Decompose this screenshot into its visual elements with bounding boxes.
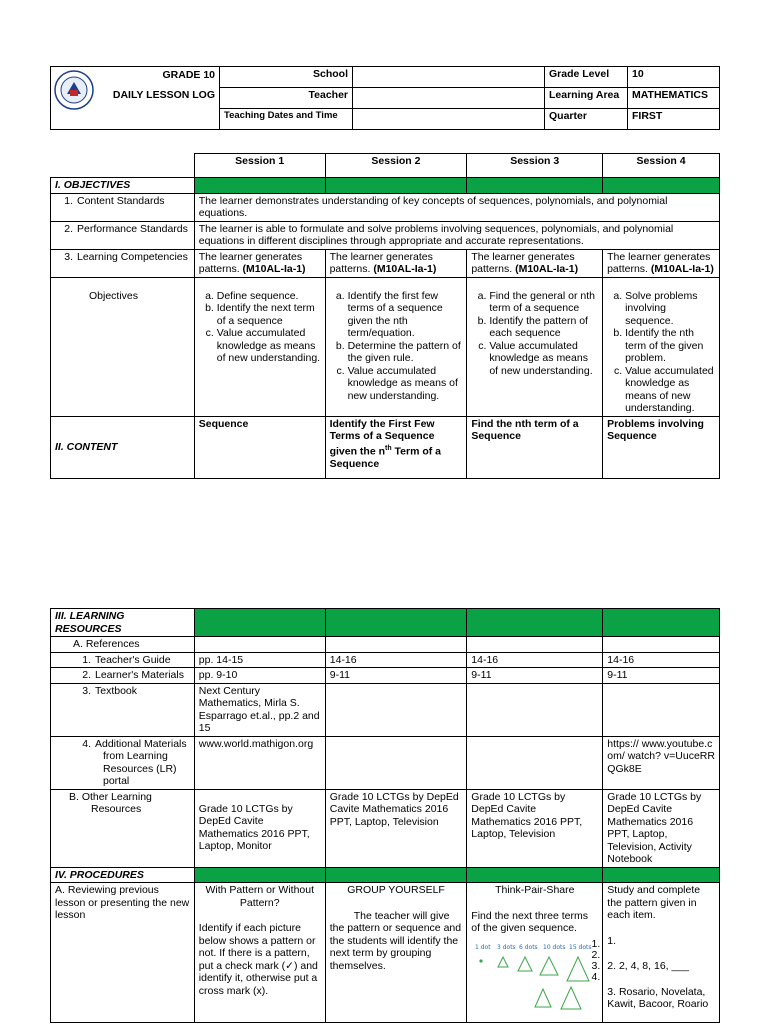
procedure-a-label: A. Reviewing previous lesson or presenting the new lesson <box>51 883 195 1023</box>
green-bar <box>194 867 325 883</box>
procedure-a-s1 <box>194 883 325 1023</box>
other-s4: Grade 10 LCTGs by DepEd Cavite Mathematics 2016 PPT, Laptop, Television, Activity Notebook <box>603 789 720 867</box>
s1-activity-body: Identify if each picture below shows a pattern or not. If there is a pattern, put a check mark (✓) and identify it, otherwise put a cross mark (x). <box>198 922 318 997</box>
session-3-header: Session 3 <box>467 154 603 178</box>
resources-table <box>50 608 720 1023</box>
competencies-label: 3. Learning Competencies <box>51 249 195 277</box>
grade-title: GRADE 10 <box>162 69 215 81</box>
lm-s2: 9-11 <box>325 668 467 684</box>
objective-item: c. Value accumulated knowledge as means of new understanding. <box>489 340 598 378</box>
green-bar <box>603 867 720 883</box>
green-bar <box>603 609 720 637</box>
s2-activity-title: GROUP YOURSELF <box>347 884 445 896</box>
objective-item: a. Solve problems involving sequence. <box>625 290 715 328</box>
empty-cell <box>194 637 325 653</box>
performance-standards: The learner is able to formulate and solve problems involving sequences, polynomials, and polynomial equations in different disciplines through appropriate and accurate representations. <box>194 221 719 249</box>
content-standards: The learner demonstrates understanding of key concepts of sequences, polynomials, and polynomial equations. <box>194 193 719 221</box>
teacher-label: Teacher <box>220 88 353 109</box>
teachers-guide-label: 1. Teacher's Guide <box>51 652 195 668</box>
green-bar <box>194 609 325 637</box>
learning-area-value: MATHEMATICS <box>628 88 720 109</box>
s4-item: 1. <box>607 934 617 947</box>
empty-cell <box>325 736 467 789</box>
objectives-s3 <box>467 277 603 416</box>
green-bar <box>603 178 720 194</box>
grade-level-label: Grade Level <box>545 67 628 88</box>
empty-cell <box>603 637 720 653</box>
procedure-a-s3 <box>467 883 603 1023</box>
quarter-value: FIRST <box>628 109 720 130</box>
s1-activity-title: With Pattern or Without Pattern? <box>205 884 315 909</box>
s2-activity-body: The teacher will give the pattern or sequence and the students will identify the next term by grouping themselves. <box>329 909 462 972</box>
green-bar <box>467 178 603 194</box>
additional-s1[interactable]: www.world.mathigon.org <box>194 736 325 789</box>
overlay-num: 2. <box>591 949 601 961</box>
s3-activity-title: Think-Pair-Share <box>495 884 575 896</box>
objectives-heading: I. OBJECTIVES <box>51 178 195 194</box>
objective-item: a. Identify the first few terms of a sequence given the nth term/equation. <box>348 290 463 340</box>
s4-activity-intro: Study and complete the pattern given in each item. <box>607 884 701 921</box>
dates-field[interactable] <box>353 109 545 130</box>
objectives-label: Objectives <box>51 277 195 416</box>
session-4-header: Session 4 <box>603 154 720 178</box>
teacher-field[interactable] <box>353 88 545 109</box>
tg-s4: 14-16 <box>603 652 720 668</box>
green-bar <box>467 867 603 883</box>
objective-item: b. Identify the nth term of the given problem. <box>625 327 715 365</box>
objective-item: c. Value accumulated knowledge as means of new understanding. <box>217 327 321 365</box>
empty-cell <box>325 683 467 736</box>
textbook-label: 3. Textbook <box>51 683 195 736</box>
triangular-numbers-figure <box>471 941 596 1013</box>
objective-item: b. Identify the pattern of each sequence <box>489 315 598 340</box>
fig-label: 6 dots <box>519 943 538 951</box>
lm-s3: 9-11 <box>467 668 603 684</box>
header-table <box>50 66 720 130</box>
fig-label: 15 dots <box>569 943 592 951</box>
content-s4: Problems involving Sequence <box>603 416 720 478</box>
green-bar <box>325 609 467 637</box>
overlay-numbers <box>592 939 601 983</box>
objective-item: a. Find the general or nth term of a sequence <box>489 290 598 315</box>
s4-item: 3. Rosario, Novelata, Kawit, Bacoor, Roario <box>607 985 709 1010</box>
procedure-a-s2 <box>325 883 467 1023</box>
s3-activity-body: Find the next three terms of the given sequence. <box>471 909 589 934</box>
log-title: DAILY LESSON LOG <box>112 88 215 101</box>
fig-label: 1 dot <box>475 943 491 951</box>
overlay-num: 3. <box>591 960 601 972</box>
objective-item: a. Define sequence. <box>217 290 321 303</box>
content-s2: Identify the First Few Terms of a Sequence given the $n^{th}$ Term of a Sequence <box>325 416 467 478</box>
empty-cell <box>325 637 467 653</box>
objective-item: c. Value accumulated knowledge as means of new understanding. <box>348 365 463 403</box>
blank-corner <box>51 154 195 178</box>
procedure-a-s4 <box>603 883 720 1023</box>
fig-label: 3 dots <box>497 943 516 951</box>
lm-s1: pp. 9-10 <box>194 668 325 684</box>
lm-s4: 9-11 <box>603 668 720 684</box>
school-label: School <box>220 67 353 88</box>
grade-level-value: 10 <box>628 67 720 88</box>
tg-s1: pp. 14-15 <box>194 652 325 668</box>
overlay-num: 4. <box>591 971 601 983</box>
tg-s3: 14-16 <box>467 652 603 668</box>
other-s1: Grade 10 LCTGs by DepEd Cavite Mathematics 2016 PPT, Laptop, Monitor <box>194 789 325 867</box>
additional-materials-label: 4. Additional Materials from Learning Resources (LR) portal <box>51 736 195 789</box>
green-bar <box>194 178 325 194</box>
overlay-num: 1. <box>591 938 601 950</box>
empty-cell <box>467 736 603 789</box>
empty-cell <box>467 637 603 653</box>
procedures-heading: IV. PROCEDURES <box>51 867 195 883</box>
objectives-table <box>50 153 720 479</box>
quarter-label: Quarter <box>545 109 628 130</box>
competency-s4: The learner generates patterns. (M10AL-Ia-1) <box>603 249 720 277</box>
objective-item: b. Determine the pattern of the given rule. <box>348 340 463 365</box>
empty-cell <box>467 683 603 736</box>
other-s3: Grade 10 LCTGs by DepEd Cavite Mathematics 2016 PPT, Laptop, Television <box>467 789 603 867</box>
textbook-s1: Next Century Mathematics, Mirla S. Esparrago et.al., pp.2 and 15 <box>194 683 325 736</box>
tg-s2: 14-16 <box>325 652 467 668</box>
content-standards-label: 1. Content Standards <box>51 193 195 221</box>
s4-item: 2. 2, 4, 8, 16, ___ <box>607 960 690 972</box>
objectives-s2 <box>325 277 467 416</box>
objectives-s4 <box>603 277 720 416</box>
learning-area-label: Learning Area <box>545 88 628 109</box>
content-heading: II. CONTENT <box>51 416 195 478</box>
green-bar <box>325 867 467 883</box>
objective-item: c. Value accumulated knowledge as means of new understanding. <box>625 365 715 415</box>
green-bar <box>325 178 467 194</box>
other-s2: Grade 10 LCTGs by DepEd Cavite Mathematics 2016 PPT, Laptop, Television <box>325 789 467 867</box>
header-title-cell <box>51 67 220 130</box>
session-1-header: Session 1 <box>194 154 325 178</box>
references-label: A. References <box>51 637 195 653</box>
content-s3: Find the nth term of a Sequence <box>467 416 603 478</box>
other-resources-label: B. Other Learning Resources <box>51 789 195 867</box>
green-bar <box>467 609 603 637</box>
school-field[interactable] <box>353 67 545 88</box>
competency-s3: The learner generates patterns. (M10AL-Ia-1) <box>467 249 603 277</box>
performance-standards-label: 2. Performance Standards <box>51 221 195 249</box>
competency-s1: The learner generates patterns. (M10AL-Ia-1) <box>194 249 325 277</box>
additional-s4-link[interactable]: https:// www.youtube.com/ watch? v=UuceRRQGk8E <box>603 736 720 789</box>
resources-heading: III. LEARNING RESOURCES <box>51 609 195 637</box>
session-2-header: Session 2 <box>325 154 467 178</box>
fig-label: 10 dots <box>543 943 566 951</box>
content-s1: Sequence <box>194 416 325 478</box>
empty-cell <box>603 683 720 736</box>
dates-label: Teaching Dates and Time <box>220 109 353 130</box>
objectives-s1 <box>194 277 325 416</box>
competency-s2: The learner generates patterns. (M10AL-Ia-1) <box>325 249 467 277</box>
objective-item: b. Identify the next term of a sequence <box>217 302 321 327</box>
learners-materials-label: 2. Learner's Materials <box>51 668 195 684</box>
